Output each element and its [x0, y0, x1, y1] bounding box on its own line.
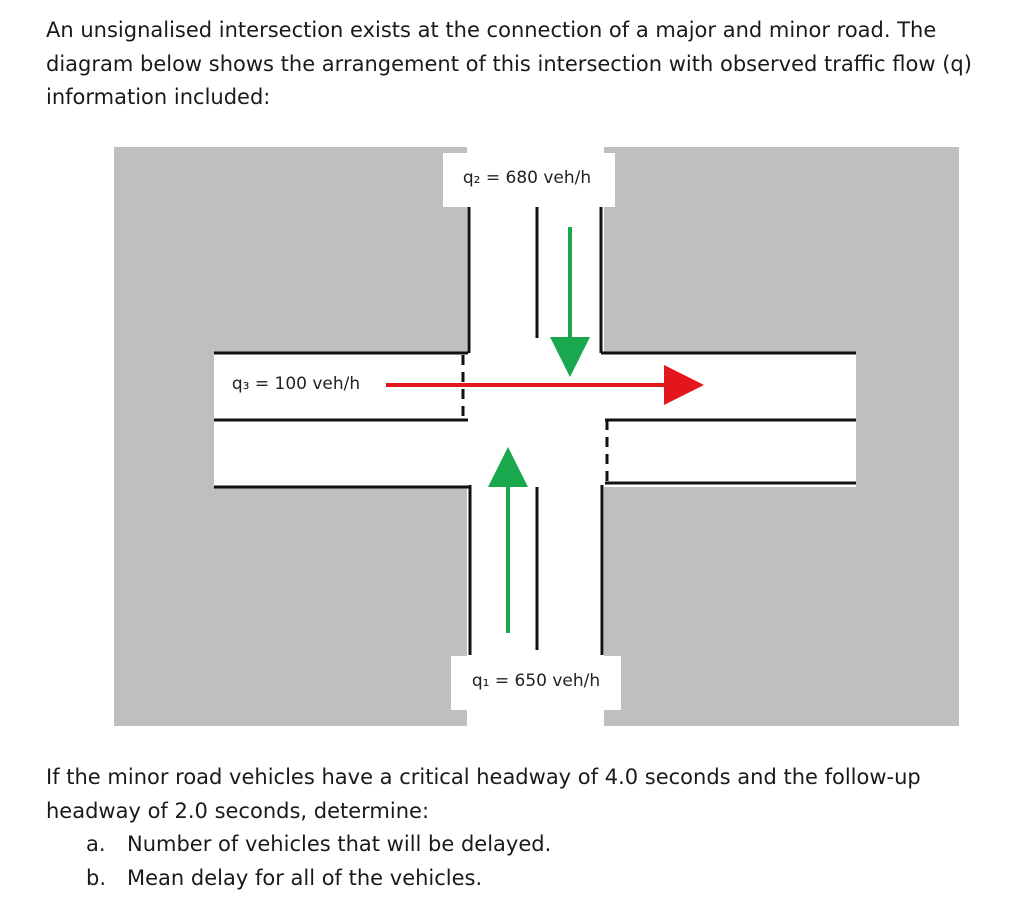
q1-label: q₁ = 650 veh/h — [471, 671, 601, 691]
task-item-b — [86, 862, 551, 896]
q3-label: q₃ = 100 veh/h — [231, 374, 361, 394]
q2-label: q₂ = 680 veh/h — [462, 168, 592, 188]
task-list — [86, 828, 551, 895]
task-text: Mean delay for all of the vehicles. — [127, 865, 483, 890]
task-item-a — [86, 828, 551, 862]
task-marker: b. — [86, 865, 107, 890]
task-text: Number of vehicles that will be delayed. — [127, 832, 552, 856]
task-marker: a. — [86, 832, 106, 856]
question-paragraph: If the minor road vehicles have a critical headway of 4.0 seconds and the follow-up headway of 2.0 seconds, determine: — [46, 765, 921, 823]
intro-paragraph: An unsignalised intersection exists at the connection of a major and minor road. The diagram below shows the arrangement of this intersection with observed traffic flow (q) information included: — [46, 18, 972, 109]
